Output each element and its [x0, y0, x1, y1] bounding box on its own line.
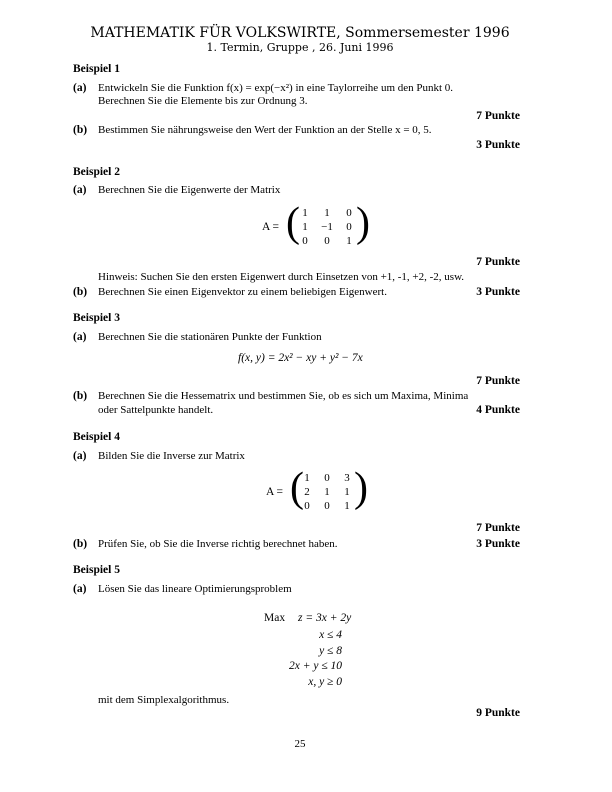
matrix-cell: 1	[346, 235, 352, 247]
ex5-a-text-line2: mit dem Simplexalgorithmus.	[98, 694, 230, 706]
matrix-cell: 1	[324, 486, 330, 498]
ex2-heading: Beispiel 2	[73, 166, 120, 178]
matrix-cell: 0	[346, 207, 352, 219]
ex1-b-points: 3 Punkte	[476, 139, 520, 151]
ex1-a-label: (a)	[73, 82, 87, 94]
page-subtitle: 1. Termin, Gruppe , 26. Juni 1996	[206, 41, 394, 54]
ex5-a-points: 9 Punkte	[476, 707, 520, 719]
ex3-b-text-line1: Berechnen Sie die Hessematrix und bestimmen Sie, ob es sich um Maxima, Minima	[98, 390, 469, 402]
ex2-b-points: 3 Punkte	[476, 286, 520, 298]
ex2-a-points: 7 Punkte	[476, 256, 520, 268]
ex2-hint: Hinweis: Suchen Sie den ersten Eigenwert durch Einsetzen von +1, -1, +2, -2, usw.	[98, 271, 465, 283]
matrix-cell: 0	[324, 472, 330, 484]
ex3-b-label: (b)	[73, 390, 88, 402]
ex2-b-label: (b)	[73, 286, 88, 298]
ex3-heading: Beispiel 3	[73, 312, 120, 324]
ex3-formula: f(x, y) = 2x² − xy + y² − 7x	[238, 352, 363, 364]
ex1-b-label: (b)	[73, 124, 88, 136]
lp-constraint-3: 2x + y ≤ 10	[288, 660, 342, 672]
ex5-heading: Beispiel 5	[73, 564, 120, 576]
ex4-b-label: (b)	[73, 538, 88, 550]
page-number: 25	[294, 738, 306, 750]
ex2-a-label: (a)	[73, 184, 87, 196]
ex5-a-text-line1: Lösen Sie das lineare Optimierungsproblem	[98, 583, 292, 595]
lp-constraint-1: x ≤ 4	[319, 629, 342, 641]
ex1-b-text-line1: Bestimmen Sie nährungsweise den Wert der Funktion an der Stelle x = 0, 5.	[98, 124, 432, 136]
ex3-a-points: 7 Punkte	[476, 375, 520, 387]
matrix-cell: −1	[321, 221, 333, 233]
matrix-cell: 1	[344, 500, 350, 512]
page-title: MATHEMATIK FÜR VOLKSWIRTE, Sommersemester 1996	[90, 25, 510, 41]
right-paren: )	[354, 465, 368, 511]
ex4-heading: Beispiel 4	[73, 431, 120, 443]
ex4-a-label: (a)	[73, 450, 87, 462]
ex3-b-points: 4 Punkte	[476, 404, 520, 416]
ex2-matrix-label: A =	[262, 221, 280, 233]
ex4-a-text-line1: Bilden Sie die Inverse zur Matrix	[98, 450, 245, 462]
ex3-a-text-line1: Berechnen Sie die stationären Punkte der Funktion	[98, 331, 322, 343]
lp-objective: z = 3x + 2y	[298, 612, 352, 624]
matrix-cell: 0	[346, 221, 352, 233]
ex2-a-text-line1: Berechnen Sie die Eigenwerte der Matrix	[98, 184, 281, 196]
lp-max-label: Max	[264, 612, 286, 624]
ex1-a-text-line2: Berechnen Sie die Elemente bis zur Ordnung 3.	[98, 95, 308, 107]
right-paren: )	[356, 200, 370, 246]
ex3-b-text-line2: oder Sattelpunkte handelt.	[98, 404, 214, 416]
ex4-a-points: 7 Punkte	[476, 522, 520, 534]
left-paren: (	[286, 200, 300, 246]
matrix-cell: 0	[302, 235, 308, 247]
ex2-matrix	[286, 200, 370, 249]
matrix-cell: 1	[302, 221, 308, 233]
ex4-matrix	[290, 465, 368, 514]
left-paren: (	[290, 465, 304, 511]
matrix-cell: 1	[344, 486, 350, 498]
matrix-cell: 0	[324, 500, 330, 512]
ex4-b-points: 3 Punkte	[476, 538, 520, 550]
lp-constraint-2: y ≤ 8	[319, 645, 342, 657]
ex4-matrix-label: A =	[266, 486, 284, 498]
matrix-cell: 1	[302, 207, 308, 219]
ex1-a-points: 7 Punkte	[476, 110, 520, 122]
matrix-cell: 0	[304, 500, 310, 512]
matrix-cell: 1	[304, 472, 310, 484]
lp-constraint-4: x, y ≥ 0	[308, 676, 342, 688]
matrix-cell: 2	[304, 486, 310, 498]
ex1-a-text-line1: Entwickeln Sie die Funktion f(x) = exp(−x²) in eine Taylorreihe um den Punkt 0.	[98, 82, 454, 94]
ex1-heading: Beispiel 1	[73, 63, 120, 75]
matrix-cell: 0	[324, 235, 330, 247]
matrix-cell: 3	[344, 472, 350, 484]
ex3-a-label: (a)	[73, 331, 87, 343]
ex2-b-text-line1: Berechnen Sie einen Eigenvektor zu einem beliebigen Eigenwert.	[98, 286, 387, 298]
ex5-a-label: (a)	[73, 583, 87, 595]
matrix-cell: 1	[324, 207, 330, 219]
ex4-b-text-line1: Prüfen Sie, ob Sie die Inverse richtig berechnet haben.	[98, 538, 338, 550]
